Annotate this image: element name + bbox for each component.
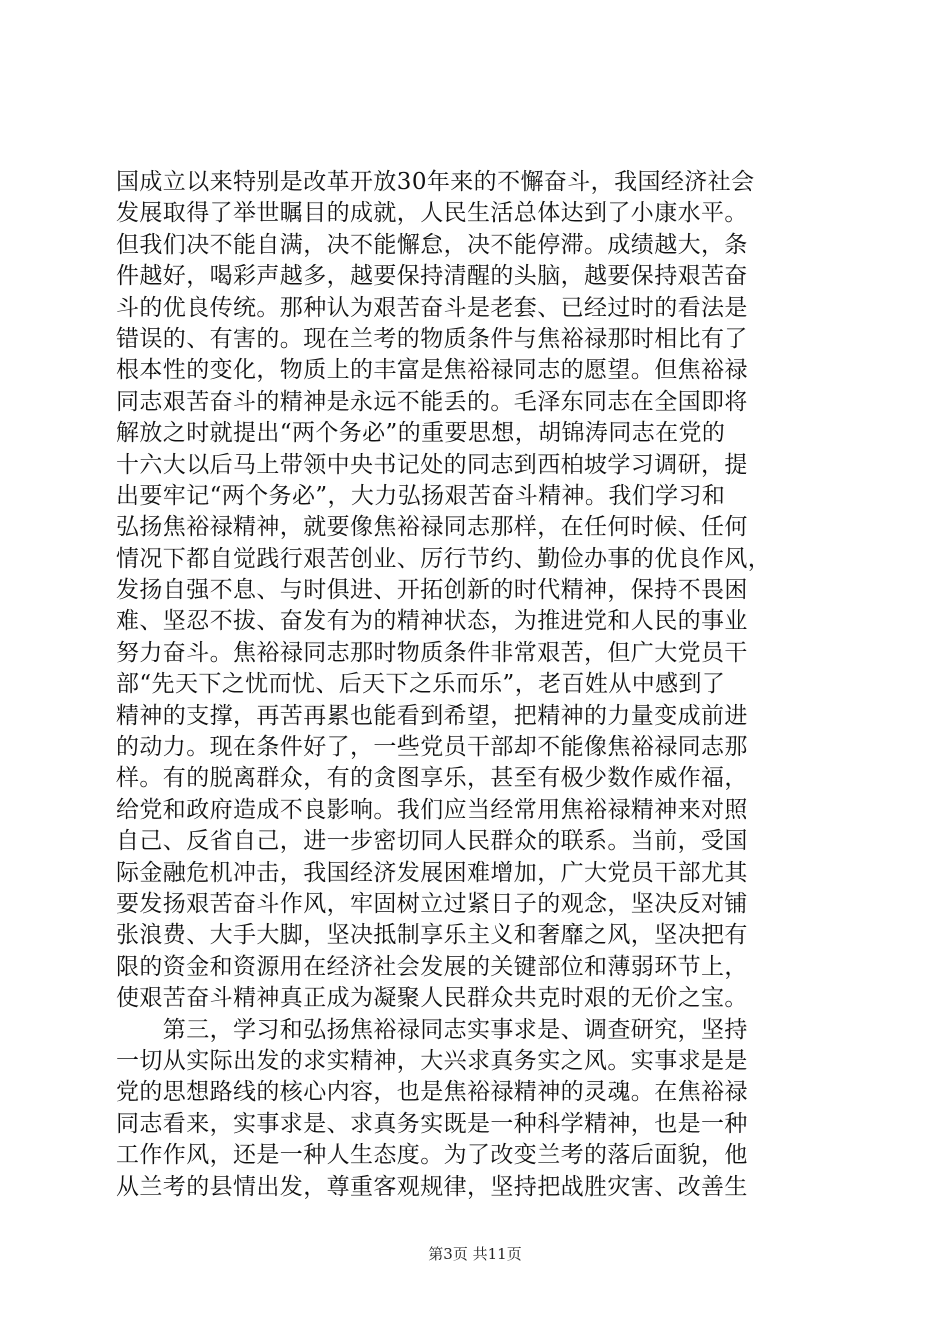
text-line: 弘扬焦裕禄精神，就要像焦裕禄同志那样，在任何时候、任何 xyxy=(116,514,748,541)
text-line: 从兰考的县情出发，尊重客观规律，坚持把战胜灾害、改善生 xyxy=(116,1173,748,1200)
text-line: 自己、反省自己，进一步密切同人民群众的联系。当前，受国 xyxy=(116,828,748,855)
text-line: 的动力。现在条件好了，一些党员干部却不能像焦裕禄同志那 xyxy=(116,734,748,761)
text-line: 一切从实际出发的求实精神，大兴求真务实之风。实事求是是 xyxy=(116,1047,748,1074)
text-line: 十六大以后马上带领中央书记处的同志到西柏坡学习调研，提 xyxy=(116,451,748,478)
text-line: 错误的、有害的。现在兰考的物质条件与焦裕禄那时相比有了 xyxy=(116,325,748,352)
text-line: 出要牢记“两个务必”，大力弘扬艰苦奋斗精神。我们学习和 xyxy=(116,482,726,509)
text-line: 难、坚忍不拔、奋发有为的精神状态，为推进党和人民的事业 xyxy=(116,608,748,635)
text-line: 际金融危机冲击，我国经济发展困难增加，广大党员干部尤其 xyxy=(116,859,748,886)
text-line: 同志艰苦奋斗的精神是永远不能丢的。毛泽东同志在全国即将 xyxy=(116,388,748,415)
text-line: 给党和政府造成不良影响。我们应当经常用焦裕禄精神来对照 xyxy=(116,796,748,823)
page-footer xyxy=(0,1243,950,1264)
text-line: 发扬自强不息、与时俱进、开拓创新的时代精神，保持不畏困 xyxy=(116,577,748,604)
text-line: 发展取得了举世瞩目的成就，人民生活总体达到了小康水平。 xyxy=(116,200,748,227)
text-line: 件越好，喝彩声越多，越要保持清醒的头脑，越要保持艰苦奋 xyxy=(116,263,748,290)
text-line: 斗的优良传统。那种认为艰苦奋斗是老套、已经过时的看法是 xyxy=(116,294,748,321)
paragraph-start-line: 第三，学习和弘扬焦裕禄同志实事求是、调查研究，坚持 xyxy=(116,1016,748,1043)
text-line: 但我们决不能自满，决不能懈怠，决不能停滞。成绩越大，条 xyxy=(116,231,748,258)
text-line: 使艰苦奋斗精神真正成为凝聚人民群众共克时艰的无价之宝。 xyxy=(116,985,748,1012)
text-line: 精神的支撑，再苦再累也能看到希望，把精神的力量变成前进 xyxy=(116,702,748,729)
text-line: 根本性的变化，物质上的丰富是焦裕禄同志的愿望。但焦裕禄 xyxy=(116,357,748,384)
text-line: 情况下都自觉践行艰苦创业、厉行节约、勤俭办事的优良作风， xyxy=(116,545,772,572)
body-text xyxy=(116,167,836,1203)
text-line: 要发扬艰苦奋斗作风，牢固树立过紧日子的观念，坚决反对铺 xyxy=(116,890,748,917)
text-line: 努力奋斗。焦裕禄同志那时物质条件非常艰苦，但广大党员干 xyxy=(116,639,748,666)
text-line: 张浪费、大手大脚，坚决抵制享乐主义和奢靡之风，坚决把有 xyxy=(116,922,748,949)
text-line: 解放之时就提出“两个务必”的重要思想，胡锦涛同志在党的 xyxy=(116,420,726,447)
text-line: 国成立以来特别是改革开放30年来的不懈奋斗，我国经济社会 xyxy=(116,169,755,195)
text-line: 党的思想路线的核心内容，也是焦裕禄精神的灵魂。在焦裕禄 xyxy=(116,1079,748,1106)
text-line: 部“先天下之忧而忧、后天下之乐而乐”，老百姓从中感到了 xyxy=(116,671,726,698)
text-line: 同志看来，实事求是、求真务实既是一种科学精神，也是一种 xyxy=(116,1110,748,1137)
text-line: 限的资金和资源用在经济社会发展的关键部位和薄弱环节上， xyxy=(116,953,748,980)
text-line: 工作作风，还是一种人生态度。为了改变兰考的落后面貌，他 xyxy=(116,1142,748,1169)
page-number-label: 第3页 共11页 xyxy=(428,1245,522,1263)
text-line: 样。有的脱离群众，有的贪图享乐，甚至有极少数作威作福， xyxy=(116,765,748,792)
